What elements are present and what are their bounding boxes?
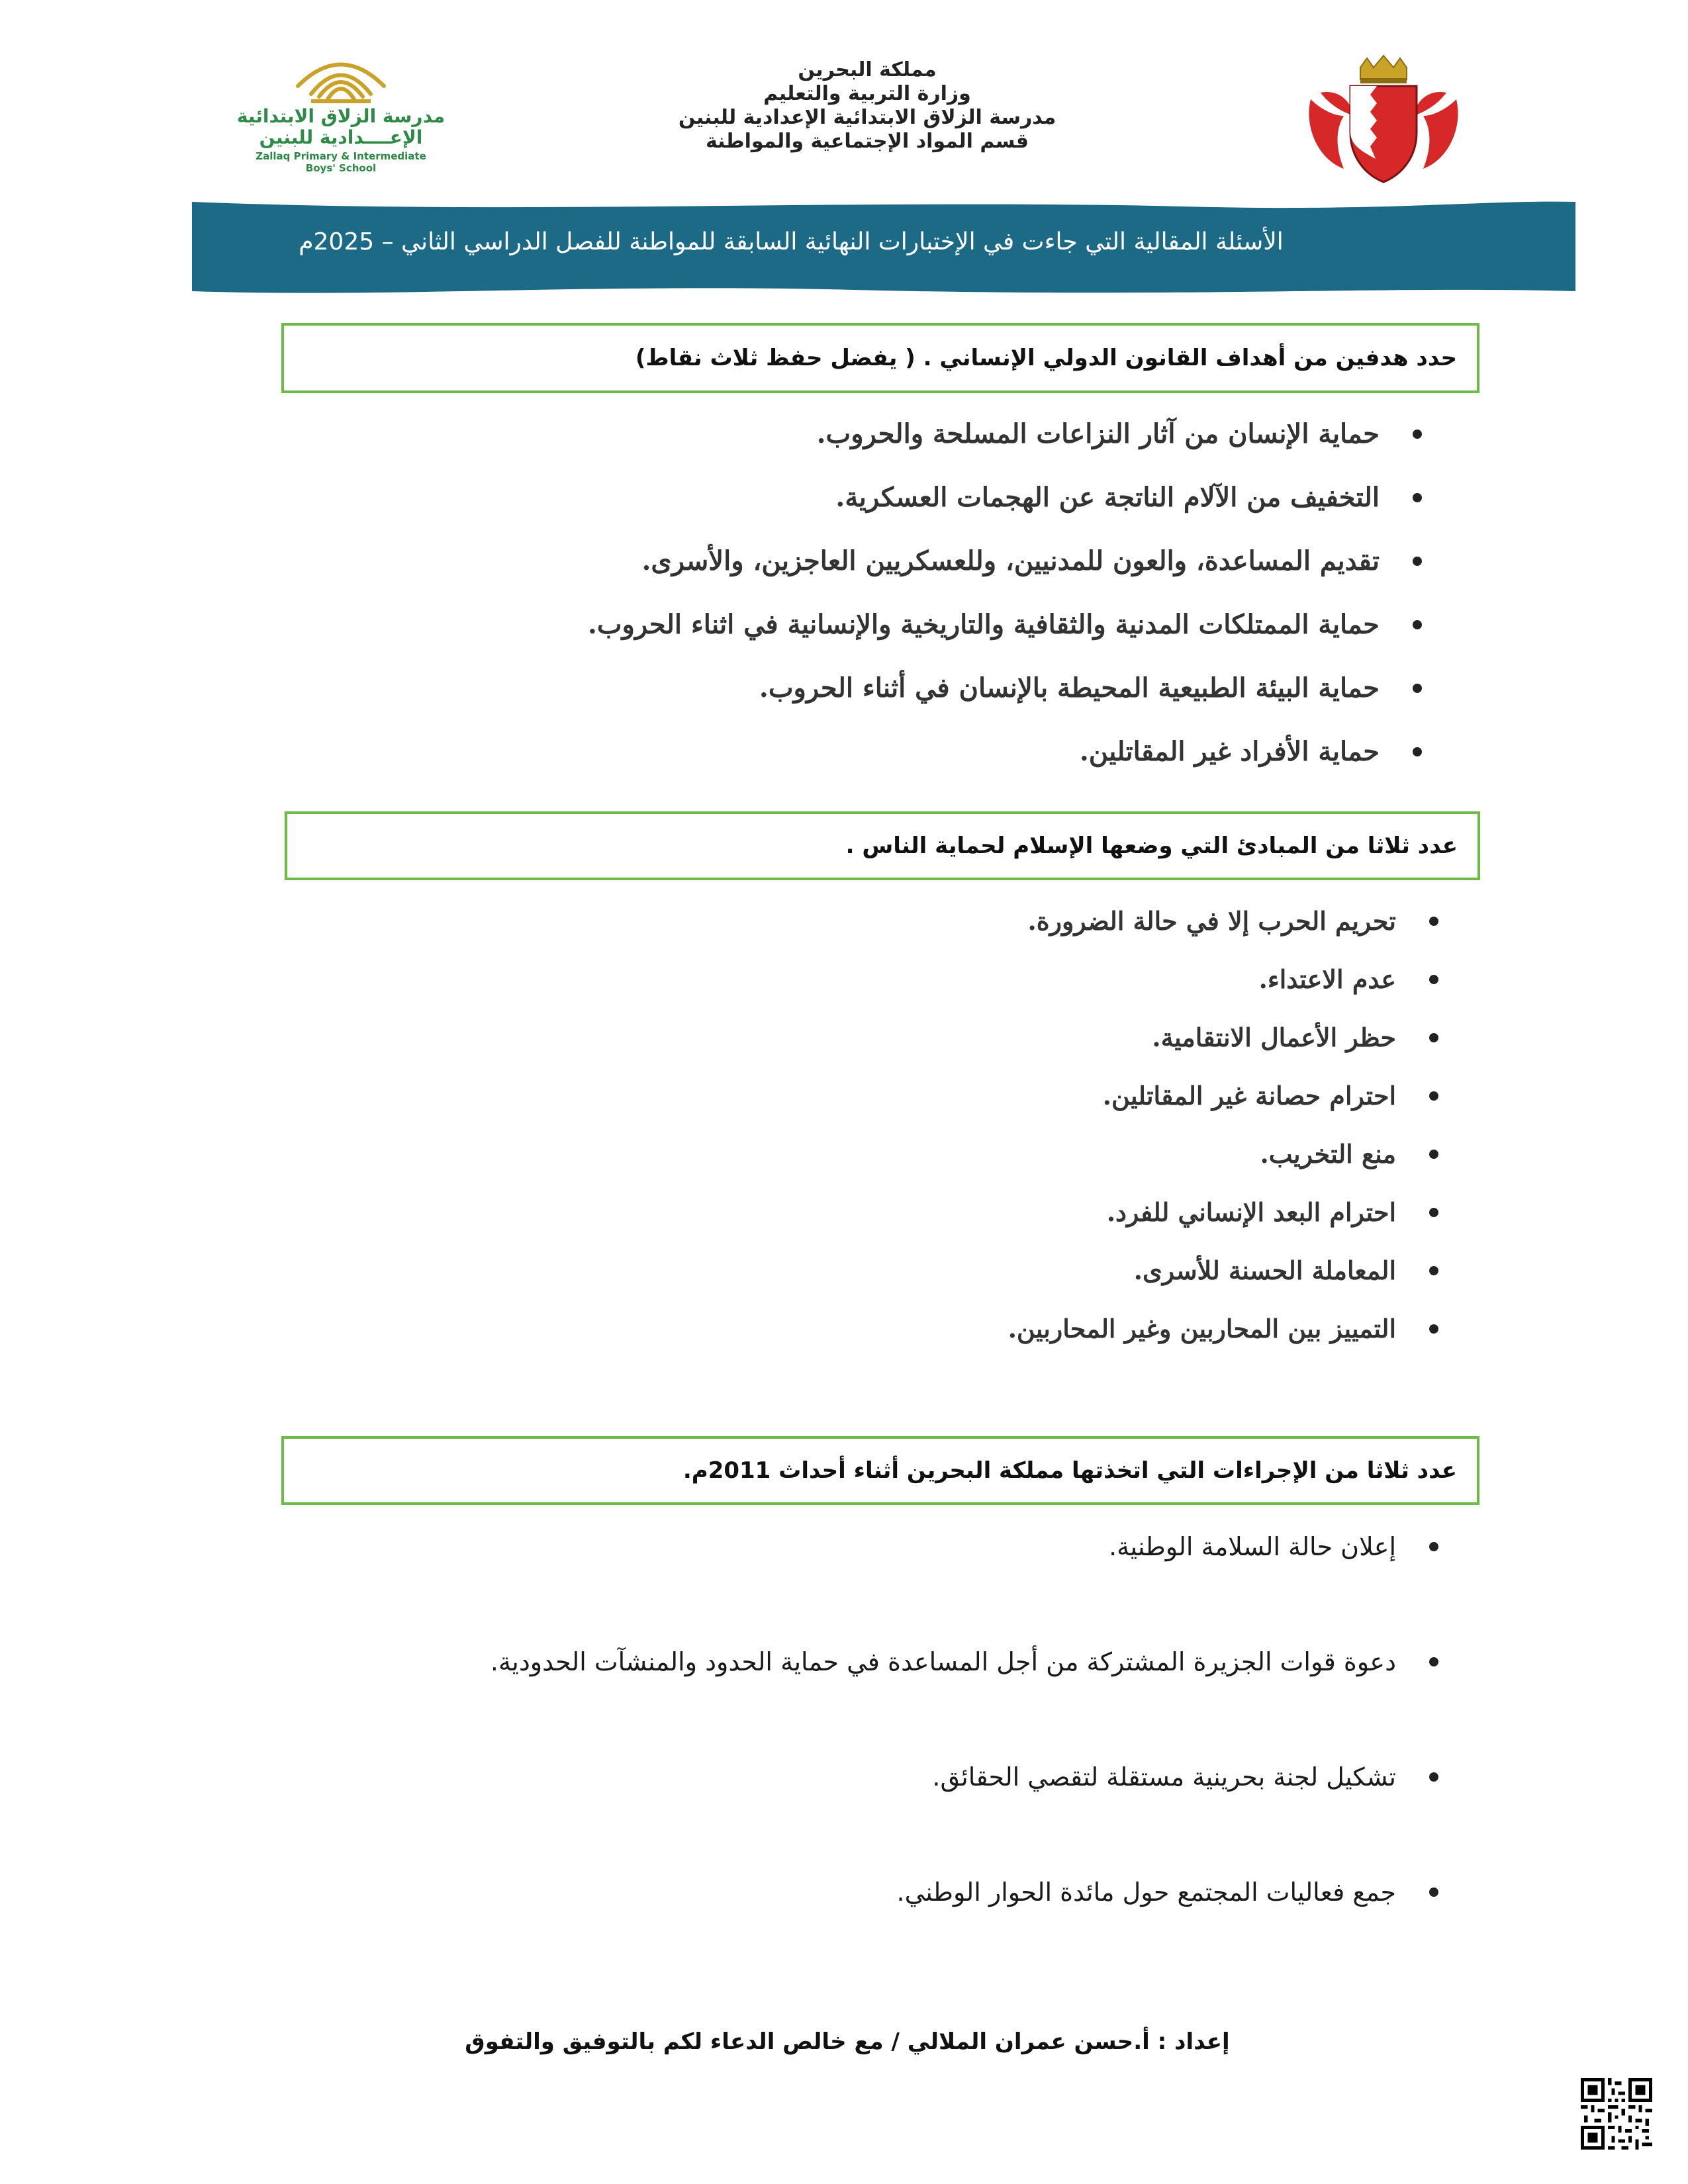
- question-1-text: حدد هدفين من أهداف القانون الدولي الإنساني . ( يفضل حفظ ثلاث نقاط): [635, 345, 1457, 371]
- header-line-ministry: وزارة التربية والتعليم: [763, 82, 971, 105]
- list-item: التخفيف من الآلام الناتجة عن الهجمات العسكرية.: [588, 466, 1436, 529]
- bullet-icon: [1429, 1091, 1438, 1101]
- header-text: [516, 58, 1218, 154]
- list-item: منع التخريب.: [1008, 1125, 1453, 1183]
- school-logo-name-ar-2: الإعــــدادية للبنين: [259, 126, 423, 148]
- answer-list-1: [588, 402, 1436, 784]
- bullet-icon: [1413, 747, 1422, 756]
- footer-credit: إعداد : أ.حسن عمران الملالي / مع خالص الدعاء لكم بالتوفيق والتفوق: [465, 2028, 1230, 2055]
- bullet-icon: [1429, 975, 1438, 984]
- school-logo-icon: [232, 53, 450, 106]
- school-logo-name-en-2: Boys' School: [305, 162, 377, 174]
- bullet-icon: [1429, 1324, 1438, 1334]
- banner-title: الأسئلة المقالية التي جاءت في الإختبارات النهائية السابقة للمواطنة للفصل الدراسي الثاني – 2025م: [299, 228, 1284, 255]
- question-box-3: [281, 1436, 1479, 1505]
- list-item: التمييز بين المحاربين وغير المحاربين.: [1008, 1300, 1453, 1358]
- list-item: جمع فعاليات المجتمع حول مائدة الحوار الوطني.: [491, 1868, 1453, 1983]
- list-item: احترام حصانة غير المقاتلين.: [1008, 1067, 1453, 1125]
- list-item: تشكيل لجنة بحرينية مستقلة لتقصي الحقائق.: [491, 1752, 1453, 1868]
- bullet-icon: [1429, 1033, 1438, 1042]
- list-item: احترام البعد الإنساني للفرد.: [1008, 1183, 1453, 1242]
- bullet-icon: [1413, 620, 1422, 629]
- list-item: تقديم المساعدة، والعون للمدنيين، وللعسكريين العاجزين، والأسرى.: [588, 529, 1436, 593]
- list-item: حماية البيئة الطبيعية المحيطة بالإنسان في أثناء الحروب.: [588, 657, 1436, 720]
- header-line-country: مملكة البحرين: [798, 58, 937, 81]
- list-item: حماية الممتلكات المدنية والثقافية والتاريخية والإنسانية في اثناء الحروب.: [588, 593, 1436, 657]
- qr-code-icon: [1581, 2078, 1652, 2150]
- bullet-icon: [1413, 557, 1422, 566]
- bullet-icon: [1413, 684, 1422, 693]
- school-logo-name-ar-1: مدرسة الزلاق الابتدائية: [236, 105, 445, 127]
- bullet-icon: [1429, 1542, 1438, 1551]
- question-2-text: عدد ثلاثا من المبادئ التي وضعها الإسلام لحماية الناس .: [845, 833, 1458, 859]
- bullet-icon: [1413, 430, 1422, 439]
- bullet-icon: [1429, 1208, 1438, 1217]
- answer-list-3: [491, 1522, 1453, 1983]
- list-item: دعوة قوات الجزيرة المشتركة من أجل المساعدة في حماية الحدود والمنشآت الحدودية.: [491, 1637, 1453, 1752]
- header-line-school: مدرسة الزلاق الابتدائية الإعدادية للبنين: [678, 106, 1056, 129]
- bullet-icon: [1429, 1657, 1438, 1666]
- list-item: حماية الإنسان من آثار النزاعات المسلحة والحروب.: [588, 402, 1436, 466]
- list-item: إعلان حالة السلامة الوطنية.: [491, 1522, 1453, 1637]
- bullet-icon: [1429, 1772, 1438, 1782]
- list-item: تحريم الحرب إلا في حالة الضرورة.: [1008, 892, 1453, 950]
- bullet-icon: [1429, 1150, 1438, 1159]
- school-logo: [232, 53, 450, 179]
- school-logo-name-en-1: Zallaq Primary & Intermediate: [256, 150, 426, 162]
- header-line-department: قسم المواد الإجتماعية والمواطنة: [705, 130, 1029, 153]
- bullet-icon: [1413, 493, 1422, 502]
- bullet-icon: [1429, 1266, 1438, 1275]
- list-item: حماية الأفراد غير المقاتلين.: [588, 720, 1436, 784]
- list-item: المعاملة الحسنة للأسرى.: [1008, 1242, 1453, 1300]
- list-item: عدم الاعتداء.: [1008, 950, 1453, 1009]
- list-item: حظر الأعمال الانتقامية.: [1008, 1009, 1453, 1067]
- question-box-1: [281, 323, 1479, 393]
- bullet-icon: [1429, 917, 1438, 926]
- question-3-text: عدد ثلاثا من الإجراءات التي اتخذتها مملكة البحرين أثناء أحداث 2011م.: [682, 1457, 1457, 1484]
- bullet-icon: [1429, 1888, 1438, 1897]
- answer-list-2: [1008, 892, 1453, 1358]
- bahrain-emblem-icon: [1297, 53, 1470, 185]
- question-box-2: [285, 811, 1480, 880]
